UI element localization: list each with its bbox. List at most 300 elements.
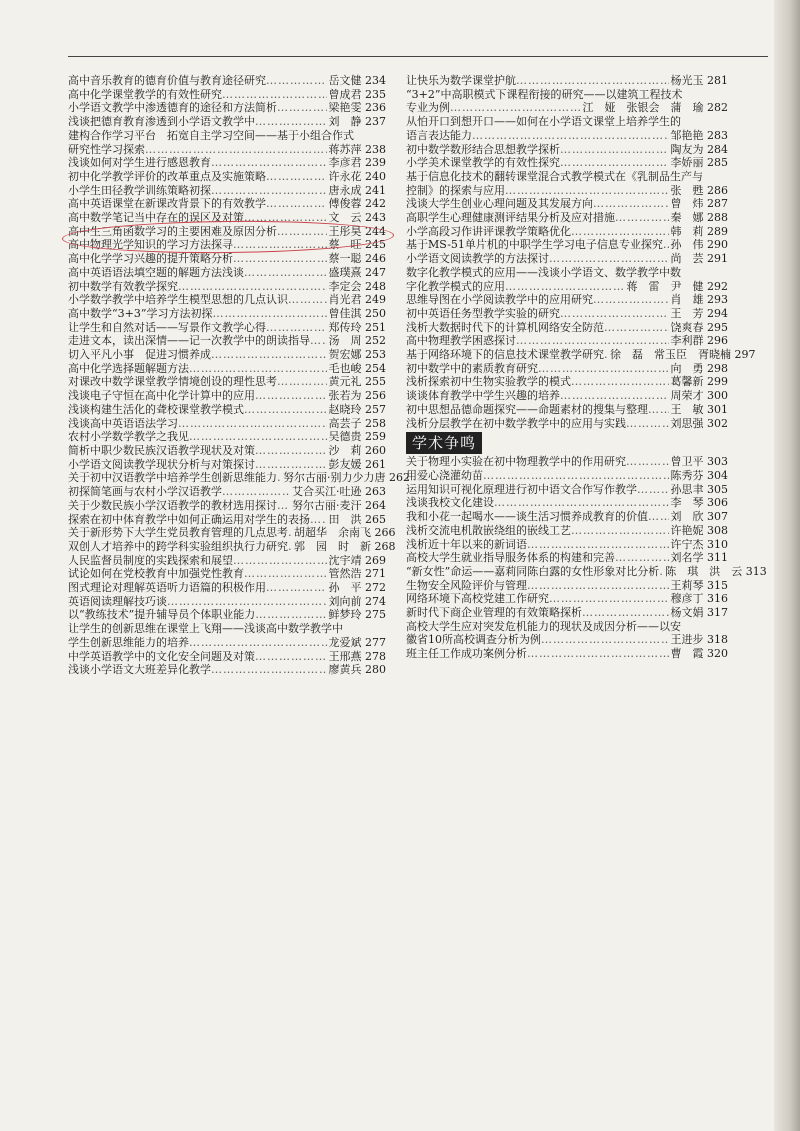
dot-leader [571, 375, 669, 389]
entry-page: 318 [707, 633, 728, 647]
entry-title: 高中物理教学困惑探讨 [406, 334, 516, 348]
entry-page: 256 [365, 389, 386, 403]
entry-page: 289 [707, 224, 728, 238]
entry-author: 郑传玲 [328, 320, 362, 334]
dot-leader [233, 252, 327, 266]
entry-title: 高中数学“3+3”学习方法初探 [68, 306, 213, 320]
entry-title: 关于新形势下大学生党员教育管理的几点思考 [68, 526, 288, 540]
entry-page: 239 [365, 156, 386, 170]
dot-leader [538, 362, 669, 376]
entry-author: 沈宇靖 [328, 553, 362, 567]
dot-leader [255, 444, 327, 458]
toc-entry [68, 554, 386, 568]
entry-title: 专业为例 [406, 101, 450, 115]
entry-author: 韩 莉 [670, 224, 704, 238]
entry-title: 关于初中汉语教学中培养学生创新思维能力 [68, 471, 277, 485]
entry-page: 262 [389, 471, 410, 485]
entry-author: 廖黄兵 [328, 663, 362, 677]
dot-leader [167, 595, 327, 609]
entry-page: 240 [365, 169, 386, 183]
entry-title: 小学语文阅读教学的方法探讨 [406, 252, 549, 266]
entry-title: 高中生三角函数学习的主要困难及原因分析 [68, 224, 277, 238]
entry-page: 288 [707, 211, 728, 225]
dot-leader [244, 403, 327, 417]
entry-page: 237 [365, 115, 386, 129]
dot-leader [288, 540, 292, 554]
entry-author: 蒋 雷 尹 健 [626, 279, 704, 293]
toc-entry [406, 362, 728, 376]
dot-leader [516, 334, 669, 348]
toc-entry [68, 88, 386, 102]
entry-page: 302 [707, 416, 728, 430]
entry-page: 263 [365, 485, 386, 499]
entry-author: 龙爱斌 [328, 635, 362, 649]
entry-page: 310 [707, 537, 728, 551]
toc-entry [68, 348, 386, 362]
dot-leader [593, 197, 669, 211]
toc-entry [406, 225, 728, 239]
entry-title: 初中数学有效教学探究 [68, 279, 178, 293]
dot-leader [560, 156, 669, 170]
toc-entry [406, 321, 728, 335]
entry-title: 小学数学教学中培养学生模型思想的几点认识 [68, 293, 288, 307]
entry-author: 艾合买江·吐逊 [292, 485, 362, 499]
entry-author: 曹 霞 [670, 647, 704, 661]
toc-entry [406, 170, 728, 197]
entry-author: 李 琴 [670, 496, 704, 510]
dot-leader [527, 579, 669, 593]
entry-page: 316 [707, 592, 728, 606]
dot-leader [527, 647, 669, 661]
dot-leader [178, 417, 327, 431]
entry-page: 277 [365, 635, 386, 649]
entry-page: 254 [365, 361, 386, 375]
toc-entry [406, 483, 728, 497]
entry-title: 高职学生心理健康测评结果分析及应对措施 [406, 211, 615, 225]
entry-title: “3+2”中高职模式下课程衔接的研究——以建筑工程技术 [406, 87, 683, 101]
entry-author: 岳文健 [328, 74, 362, 87]
entry-author: 田 洪 [328, 512, 362, 526]
toc-entry [68, 293, 386, 307]
entry-author: 邹艳艳 [670, 128, 704, 142]
entry-title: 浅谈我校文化建设 [406, 496, 494, 510]
header-rule [68, 56, 768, 57]
toc-entry [68, 389, 386, 403]
entry-author: 陈 琪 洪 云 [665, 564, 743, 578]
dot-leader [648, 403, 669, 417]
entry-title: 农村小学数学教学之我见 [68, 430, 189, 444]
entry-author: 王进步 [670, 633, 704, 647]
dot-leader [266, 581, 327, 595]
entry-title: 高校大学生就业指导服务体系的构建和完善 [406, 551, 615, 565]
dot-leader [145, 143, 327, 157]
toc-entry [68, 430, 386, 444]
entry-page: 291 [707, 252, 728, 266]
toc-entry [68, 362, 386, 376]
toc-entry [68, 608, 386, 622]
dot-leader [288, 526, 292, 540]
entry-page: 250 [365, 306, 386, 320]
entry-page: 260 [365, 443, 386, 457]
entry-author: 孙思聿 [670, 482, 704, 496]
toc-entry [68, 539, 396, 554]
entry-page: 308 [707, 523, 728, 537]
dot-leader [604, 321, 669, 335]
entry-author: 蔡 旺 [328, 238, 362, 252]
entry-page: 252 [365, 334, 386, 348]
entry-title: 高中化学学习兴趣的提升策略分析 [68, 252, 233, 266]
entry-author: 李彦君 [328, 156, 362, 170]
dot-leader [189, 430, 327, 444]
entry-page: 290 [707, 238, 728, 252]
entry-author: 蒋苏萍 [328, 142, 362, 156]
entry-page: 315 [707, 578, 728, 592]
entry-author: 王 芳 [670, 306, 704, 320]
entry-author: 盛璞熹 [328, 265, 362, 279]
entry-title: 初中数学数形结合思想教学探析 [406, 142, 560, 156]
entry-page: 253 [365, 348, 386, 362]
entry-title: 谈谈体育教学中学生兴趣的培养 [406, 389, 560, 403]
entry-title: 浅析大数据时代下的计算机网络安全防范 [406, 320, 604, 334]
entry-author: 刘 静 [328, 115, 362, 129]
toc-entry [406, 156, 728, 170]
dot-leader [211, 156, 327, 170]
entry-author: 陶友为 [670, 142, 704, 156]
entry-author: 刘 欣 [670, 510, 704, 524]
entry-author: 黄元礼 [328, 375, 362, 389]
entry-title: 班主任工作成功案例分析 [406, 647, 527, 661]
dot-leader [255, 115, 327, 129]
toc-entry [406, 334, 728, 348]
entry-author: 穆彦丁 [670, 592, 704, 606]
page-edge-shadow [774, 0, 800, 1131]
toc-entry [406, 238, 728, 252]
toc-entry [406, 579, 728, 593]
toc-entry [406, 606, 728, 620]
dot-leader [255, 608, 326, 622]
toc-entry [406, 293, 728, 307]
entry-title: 基于网络环境下的信息技术课堂教学研究 [406, 348, 604, 362]
entry-title: 浅谈电子守恒在高中化学计算中的应用 [68, 389, 255, 403]
entry-page: 249 [365, 293, 386, 307]
entry-page: 305 [707, 482, 728, 496]
dot-leader [266, 321, 327, 335]
section-header: 学术争鸣 [406, 432, 482, 454]
entry-page: 241 [365, 183, 386, 197]
entry-title: 初中数学中的素质教育研究 [406, 361, 538, 375]
dot-leader [189, 636, 327, 650]
toc-entry [406, 538, 728, 552]
entry-title: 初探简笔画与农村小学汉语教学 [68, 485, 222, 499]
entry-title: 初中思想品德命题探究——命题素材的搜集与整理 [406, 402, 648, 416]
dot-leader [189, 362, 327, 376]
toc-entry [68, 129, 386, 156]
entry-title: 数字化教学模式的应用——浅谈小学语文、数学教学中数 [406, 265, 681, 279]
toc-entry [68, 74, 386, 88]
entry-author: 杨文娟 [670, 606, 704, 620]
entry-page: 259 [365, 430, 386, 444]
entry-page: 285 [707, 156, 728, 170]
toc-entry [406, 143, 728, 157]
entry-title: 双创人才培养中的跨学科实验组织执行力研究 [68, 539, 288, 553]
dot-leader [571, 524, 669, 538]
entry-page: 271 [365, 567, 386, 581]
entry-title: 初中英语任务型教学实验的研究 [406, 306, 560, 320]
dot-leader [516, 74, 669, 88]
toc-entry [406, 592, 728, 606]
dot-leader [615, 551, 669, 565]
dot-leader [211, 348, 327, 362]
toc-entry [406, 307, 728, 321]
dot-leader [266, 74, 327, 88]
entry-author: 管然浩 [328, 567, 362, 581]
entry-page: 301 [707, 402, 728, 416]
toc-entry [406, 510, 728, 524]
dot-leader [277, 499, 290, 513]
toc-entry [68, 375, 386, 389]
toc-entry [406, 564, 767, 579]
dot-leader [222, 485, 290, 499]
entry-page: 296 [707, 334, 728, 348]
entry-page: 284 [707, 142, 728, 156]
toc-entry [406, 348, 756, 362]
entry-author: 胡超华 余南飞 [294, 526, 371, 540]
entry-author: 李娇丽 [670, 156, 704, 170]
entry-title: 小学美术课堂教学的有效性探究 [406, 156, 560, 170]
right-column [406, 74, 767, 661]
dot-leader [222, 88, 327, 102]
toc-entry [406, 375, 728, 389]
entry-page: 304 [707, 468, 728, 482]
entry-title: 高中化学选择题解题方法 [68, 361, 189, 375]
entry-title: 浅谈把德育教育渗透到小学语文教学中 [68, 115, 255, 129]
dot-leader [483, 469, 669, 483]
dot-leader [505, 280, 625, 294]
entry-author: 毛也峻 [328, 361, 362, 375]
entry-author: 赵晓玲 [328, 402, 362, 416]
toc-entry [68, 622, 386, 649]
entry-page: 281 [707, 74, 728, 87]
dot-leader [310, 334, 327, 348]
entry-title: 徽省10所高校调查分析为例 [406, 633, 541, 647]
entry-title: 以“教练技术”提升辅导员个体职业能力 [68, 608, 256, 622]
entry-author: 刘思强 [670, 416, 704, 430]
entry-author: 唐永成 [328, 183, 362, 197]
entry-title: 小学高段习作讲评课教学策略优化 [406, 224, 571, 238]
toc-entry [406, 74, 728, 88]
toc-entry [68, 280, 386, 294]
entry-page: 238 [365, 142, 386, 156]
entry-author: 许永花 [328, 169, 362, 183]
entry-title: 浅析近十年以来的新词语 [406, 537, 527, 551]
toc-entry [406, 551, 728, 565]
entry-page: 283 [707, 128, 728, 142]
entry-author: 杨光玉 [670, 74, 704, 87]
dot-leader [663, 238, 669, 252]
entry-title: 人民监督员制度的实践探索和展望 [68, 553, 233, 567]
dot-leader [637, 483, 669, 497]
dot-leader [648, 510, 669, 524]
toc-entry [68, 403, 386, 417]
entry-title: 研究性学习探索 [68, 142, 145, 156]
entry-page: 234 [365, 74, 386, 87]
entry-page: 311 [707, 551, 728, 565]
entry-title: 字化教学模式的应用 [406, 279, 505, 293]
entry-author: 贺宏娜 [328, 348, 362, 362]
toc-entry [68, 266, 386, 280]
entry-page: 286 [707, 183, 728, 197]
entry-page: 255 [365, 375, 386, 389]
dot-leader [541, 633, 669, 647]
entry-title: 网络环境下高校党建工作研究 [406, 592, 549, 606]
entry-title: 小学语文阅读教学现状分析与对策探讨 [68, 457, 255, 471]
dot-leader [626, 417, 669, 431]
entry-author: 张若为 [328, 389, 362, 403]
toc-entry [68, 485, 386, 499]
toc-entry [68, 650, 386, 664]
entry-page: 303 [707, 455, 728, 469]
toc-entry [68, 321, 386, 335]
entry-page: 295 [707, 320, 728, 334]
entry-page: 275 [365, 608, 386, 622]
entry-author: 汤 周 [328, 334, 362, 348]
toc-entry [68, 115, 386, 129]
entry-page: 266 [374, 526, 396, 540]
entry-title: 探索在初中体育教学中如何正确运用对学生的表扬 [68, 512, 310, 526]
toc-entry [68, 663, 386, 677]
entry-page: 245 [365, 238, 386, 252]
dot-leader [593, 293, 669, 307]
entry-title: 语言表达能力 [406, 128, 472, 142]
entry-page: 274 [365, 594, 386, 608]
entry-title: 初中化学教学评价的改革重点及实施策略 [68, 169, 266, 183]
entry-title: 浅析分层教学在初中数学教学中的应用与实践 [406, 416, 626, 430]
dot-leader [582, 606, 669, 620]
entry-author: 孙 伟 [670, 238, 704, 252]
entry-title: 运用知识可视化原理进行初中语文合作写作教学 [406, 482, 637, 496]
entry-page: 272 [365, 581, 386, 595]
toc-entry [68, 197, 386, 211]
entry-title: 浅析探索初中生物实验教学的模式 [406, 375, 571, 389]
toc-entry [68, 170, 386, 184]
entry-title: 切入平凡小事 促进习惯养成 [68, 348, 211, 362]
toc-entry [68, 458, 386, 472]
entry-page: 243 [365, 211, 386, 225]
entry-title: 高中物理光学知识的学习方法探寻 [68, 238, 233, 252]
entry-author: 蔡一聪 [328, 252, 362, 266]
dot-leader [277, 101, 327, 115]
entry-title: 小学生田径教学训练策略初探 [68, 183, 211, 197]
entry-author: 秦 娜 [670, 211, 704, 225]
dot-leader [549, 592, 669, 606]
toc-entry [406, 455, 728, 469]
entry-title: 让学生的创新思维在课堂上飞翔——浅谈高中数学教学中 [68, 622, 343, 636]
entry-page: 248 [365, 279, 386, 293]
entry-author: 向 勇 [670, 361, 704, 375]
dot-leader [266, 170, 327, 184]
entry-title: 高中数学笔记当中存在的误区及对策 [68, 211, 244, 225]
toc-entry [68, 307, 386, 321]
entry-page: 246 [365, 252, 386, 266]
toc-entry [68, 526, 396, 540]
entry-author: 吴德贵 [328, 430, 362, 444]
entry-page: 265 [365, 512, 386, 526]
entry-author: 李利群 [670, 334, 704, 348]
dot-leader [560, 389, 669, 403]
entry-title: “新女性”命运——嘉莉同陈白露的女性形象对比分析 [406, 564, 660, 578]
dot-leader [571, 225, 669, 239]
entry-page: 293 [707, 293, 728, 307]
dot-leader [244, 266, 327, 280]
entry-title: 思维导图在小学阅读教学中的应用研究 [406, 293, 593, 307]
entry-title: 浅谈构建生活化的聋校课堂教学模式 [68, 402, 244, 416]
dot-leader [233, 554, 327, 568]
entry-author: 曾佳淇 [328, 306, 362, 320]
entry-author: 梁艳雯 [328, 101, 362, 115]
toc-entry [406, 266, 728, 293]
entry-page: 313 [745, 564, 767, 578]
entry-author: 张 甦 [670, 183, 704, 197]
entry-author: 徐 磊 常玉臣 胥晓楠 [610, 348, 731, 362]
entry-page: 236 [365, 101, 386, 115]
toc-entry [406, 115, 728, 142]
dot-leader [494, 496, 669, 510]
dot-leader [505, 184, 669, 198]
toc-entry [68, 513, 386, 527]
entry-page: 292 [707, 279, 728, 293]
entry-author: 许宁杰 [670, 537, 704, 551]
entry-title: 浅谈如何对学生进行感恩教育 [68, 156, 211, 170]
dot-leader [277, 471, 281, 485]
dot-leader [255, 458, 327, 472]
entry-title: 让快乐为数学课堂护航 [406, 74, 516, 87]
dot-leader [549, 252, 669, 266]
dot-leader [288, 293, 327, 307]
entry-author: 努尔古丽·别力少力唐 [283, 471, 386, 485]
dot-leader [277, 375, 327, 389]
entry-title: 浅谈小学语文大班差异化教学 [68, 663, 211, 677]
entry-title: 图式理论对理解英语听力语篇的积极作用 [68, 581, 266, 595]
dot-leader [211, 184, 327, 198]
entry-author: 曾卫平 [670, 455, 704, 469]
entry-title: 基于MS-51单片机的中职学生学习电子信息专业探究 [406, 238, 663, 252]
dot-leader [212, 307, 326, 321]
entry-title: 关于少数民族小学汉语教学的教材选用探讨 [68, 498, 277, 512]
entry-author: 鲜梦玲 [328, 608, 362, 622]
toc-entry [406, 469, 728, 483]
toc-entry [406, 647, 728, 661]
entry-author: 曾成君 [328, 87, 362, 101]
entry-page: 269 [365, 553, 386, 567]
entry-page: 299 [707, 375, 728, 389]
dot-leader [255, 389, 327, 403]
toc-entry [406, 389, 728, 403]
entry-page: 258 [365, 416, 386, 430]
entry-author: 江 娅 张银会 蒲 瑜 [582, 101, 704, 115]
entry-title: 高中英语语法填空题的解题方法浅谈 [68, 265, 244, 279]
entry-page: 317 [707, 606, 728, 620]
entry-title: 高中音乐教育的德育价值与教育途径研究 [68, 74, 266, 87]
entry-title: 让学生和自然对话——写景作文教学心得 [68, 320, 266, 334]
entry-author: 许艳妮 [670, 523, 704, 537]
entry-title: 浅析交流电机散嵌绕组的嵌线工艺 [406, 523, 571, 537]
entry-page: 287 [707, 197, 728, 211]
toc-entry [68, 101, 386, 115]
toc-entry [68, 499, 386, 513]
toc-entry [68, 252, 386, 266]
entry-page: 320 [707, 647, 728, 661]
entry-author: 孙 平 [328, 581, 362, 595]
